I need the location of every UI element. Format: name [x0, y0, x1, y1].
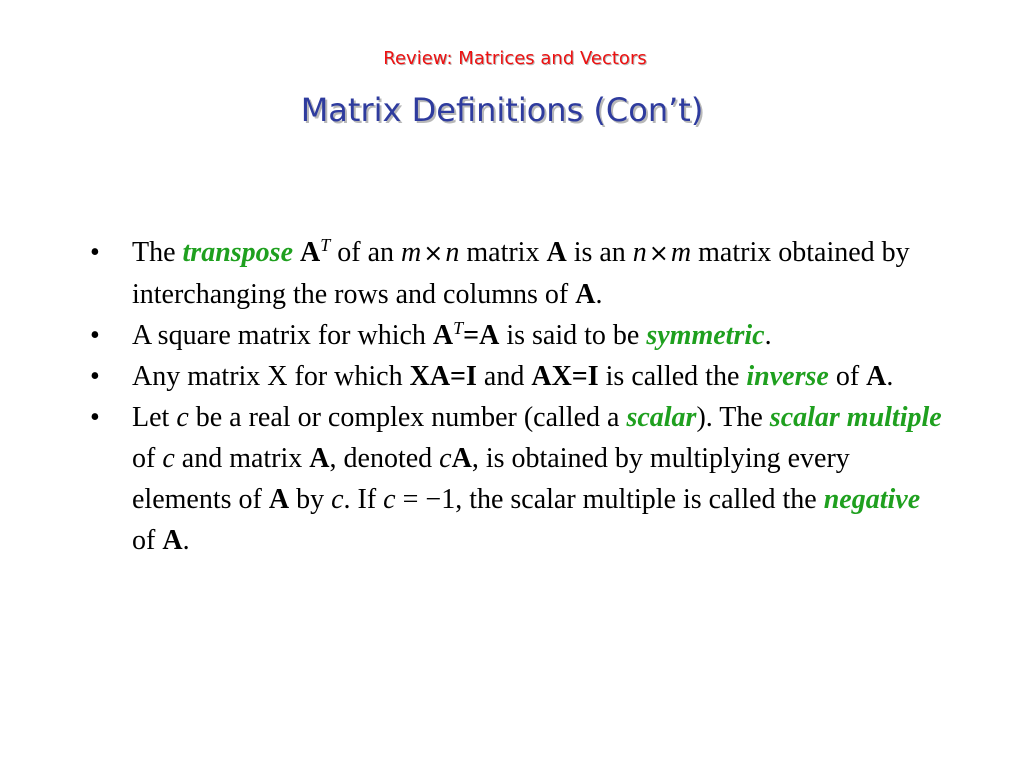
- bullet-text: , is obtained by multiplying every elements of: [132, 443, 850, 515]
- bullet-text: matrix obtained by interchanging the rows and columns of: [132, 237, 910, 310]
- variable-symbol: c: [331, 484, 344, 515]
- bullet-text: and: [476, 361, 532, 392]
- bullet-text: of: [132, 525, 163, 556]
- times-symbol: ×: [423, 239, 444, 267]
- bullet-marker: •: [90, 320, 100, 351]
- bullet-text: is an: [566, 237, 633, 268]
- matrix-symbol: A: [575, 279, 596, 310]
- defined-term: inverse: [746, 361, 829, 392]
- matrix-symbol: A: [432, 320, 454, 351]
- bullet-item: [88, 315, 946, 356]
- bullet-item: [88, 356, 946, 397]
- matrix-symbol: A: [866, 361, 887, 392]
- bullet-text: . If: [343, 484, 384, 515]
- bullet-text: The: [132, 237, 183, 268]
- bullet-marker: •: [90, 361, 100, 392]
- variable-symbol: c: [383, 484, 396, 515]
- bullet-text: by: [289, 484, 332, 515]
- bullet-text: of: [828, 361, 867, 392]
- bullet-text: A square matrix for which: [132, 320, 433, 351]
- bullet-text: is said to be: [499, 320, 647, 351]
- matrix-symbol: XA=I: [409, 361, 477, 392]
- times-symbol: ×: [648, 239, 669, 267]
- bullet-text: .: [764, 320, 772, 351]
- defined-term: negative: [823, 484, 921, 515]
- variable-symbol: c: [176, 402, 189, 433]
- bullet-text: , denoted: [329, 443, 440, 474]
- slide-supertitle: Review: Matrices and Vectors: [383, 48, 647, 69]
- matrix-symbol: A: [162, 525, 183, 556]
- bullet-text: ). The: [696, 402, 770, 433]
- matrix-symbol: A: [268, 484, 290, 515]
- defined-term: scalar: [626, 402, 697, 433]
- variable-symbol: c: [439, 443, 452, 474]
- bullet-list: [88, 232, 946, 561]
- bullet-marker: •: [90, 237, 100, 268]
- bullet-text: [293, 237, 300, 268]
- bullet-text: matrix: [459, 237, 547, 268]
- defined-term: transpose: [182, 237, 293, 268]
- defined-term: symmetric: [646, 320, 765, 351]
- bullet-text: Let: [132, 402, 177, 433]
- matrix-symbol: AX=I: [531, 361, 599, 392]
- bullet-text: .: [182, 525, 190, 556]
- bullet-text: is called the: [598, 361, 747, 392]
- bullet-text: Any matrix X for which: [132, 361, 410, 392]
- bullet-text: of an: [330, 237, 402, 268]
- bullet-text: = −1, the scalar multiple is called the: [395, 484, 824, 515]
- bullet-marker: •: [90, 402, 100, 433]
- bullet-item: [88, 232, 946, 315]
- variable-symbol: n: [445, 237, 460, 268]
- bullet-text: of: [132, 443, 163, 474]
- bullet-text: be a real or complex number (called a: [188, 402, 627, 433]
- bullet-item: [88, 397, 946, 561]
- bullet-text: .: [886, 361, 894, 392]
- matrix-symbol: A: [300, 237, 321, 268]
- superscript: T: [453, 318, 464, 338]
- variable-symbol: m: [401, 237, 422, 268]
- variable-symbol: c: [162, 443, 175, 474]
- matrix-symbol: A: [546, 237, 567, 268]
- bullet-text: .: [595, 279, 603, 310]
- matrix-symbol: A: [451, 443, 472, 474]
- matrix-symbol: =A: [463, 320, 500, 351]
- defined-term: scalar multiple: [769, 402, 942, 433]
- variable-symbol: m: [670, 237, 692, 268]
- variable-symbol: n: [632, 237, 647, 268]
- matrix-symbol: A: [309, 443, 330, 474]
- slide-title: Matrix Definitions (Con’t): [300, 91, 704, 129]
- bullet-text: and matrix: [174, 443, 310, 474]
- superscript: T: [320, 235, 331, 255]
